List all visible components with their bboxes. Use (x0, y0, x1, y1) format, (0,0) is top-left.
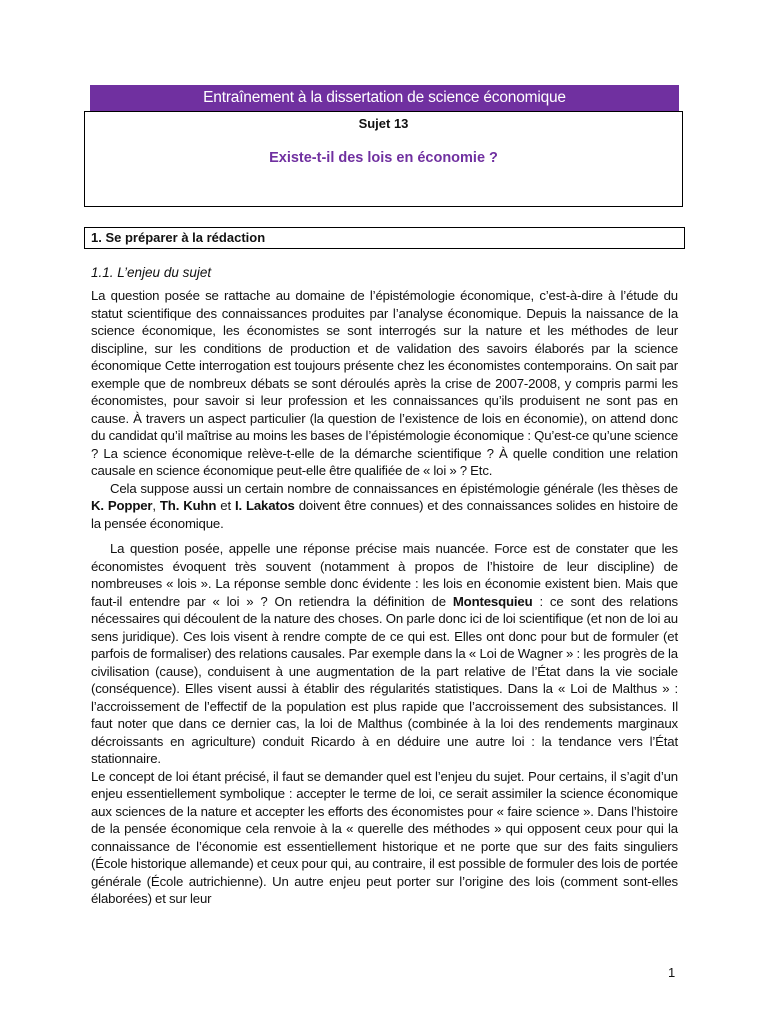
paragraph-2-text-a: Cela suppose aussi un certain nombre de connaissances en épistémologie générale (les thèses de (110, 480, 678, 496)
paragraph-2-sep-1: , (152, 498, 160, 513)
section-heading: 1. Se préparer à la rédaction (84, 227, 685, 249)
author-name-kuhn: Th. Kuhn (159, 498, 217, 513)
paragraph-2 (91, 480, 678, 533)
paragraph-2-text-b: doivent être connues) et des connaissances solides en histoire de la pensée économique. (91, 498, 678, 531)
subject-question: Existe-t-il des lois en économie ? (269, 150, 498, 166)
author-name-lakatos: I. Lakatos (234, 498, 295, 513)
paragraph-3-text-a: La question posée, appelle une réponse précise mais nuancée. Force est de constater que les économistes évoquent très souvent (notamment à propos de l’histoire de leur discipline) de nombreuses « lois ». La réponse semble donc évidente : les lois en économie existent bien. Mais que faut-il entendre par « loi » ? On retiendra la définition de (91, 541, 678, 609)
subject-box (84, 111, 683, 207)
subsection-heading: 1.1. L’enjeu du sujet (91, 265, 212, 280)
paragraph-4: Le concept de loi étant précisé, il faut se demander quel est l’enjeu du sujet. Pour certains, il s’agit d’un enjeu essentiellement symbolique : accepter le terme de loi, ce serait assimiler la science économique aux sciences de la nature et accepter les efforts des économistes pour « faire science ». Dans l’histoire de la pensée économique cela renvoie à la « querelle des méthodes » qui opposent ceux pour qui la connaissance de l’économie est essentiellement historique et ne porte que sur des faits singuliers (École historique allemande) et ceux pour qui, au contraire, il est possible de formuler des lois de portée générale (École autrichienne). Un autre enjeu peut porter sur l’origine des lois (comment sont-elles élaborées) et sur leur (91, 768, 678, 906)
paragraph-3-text-b: : ce sont des relations nécessaires qui découlent de la nature des choses. On parle donc ici de loi scientifique (et non de loi au sens juridique). Ces lois visent à rendre compte de ce qui est. Elles ont donc pour but de formuler (et parfois de formaliser) des relations causales. Par exemple dans la « Loi de Wagner » : les progrès de la civilisation (cause), conduisent à une augmentation de la part relative de l’État dans la vie sociale (conséquence). Elles visent aussi à établir des régularités statistiques. Dans la « Loi de Malthus » : l’accroissement de l’effectif de la population est plus rapide que l’accroissement des subsistances. Il faut noter que dans ce dernier cas, la loi de Malthus (combinée à la loi des rendements marginaux décroissants en agriculture) conduit Ricardo à en déduire une autre loi : la tendance vers l’État stationnaire. (91, 593, 678, 766)
author-name-montesquieu: Montesquieu (452, 593, 533, 609)
page-number: 1 (668, 965, 676, 980)
subject-number: Sujet 13 (358, 116, 409, 131)
document-banner-title: Entraînement à la dissertation de science économique (90, 85, 679, 111)
paragraph-3 (91, 540, 678, 768)
paragraph-1: La question posée se rattache au domaine de l’épistémologie économique, c’est-à-dire à l’étude du statut scientifique des connaissances produites par l’analyse économique. Depuis la naissance de la science économique, les économistes se sont interrogés sur la nature et les méthodes de leur discipline, sur les conditions de production et de validation des savoirs élaborés par la science économique Cette interrogation est toujours présente chez les économistes contemporains. On sait par exemple que de nombreux débats se sont déroulés après la crise de 2007-2008, y compris parmi les économistes, pour savoir si leur profession et les connaissances qu’ils produisent ne sont pas en cause. À travers un aspect particulier (la question de l’existence de lois en économie), on attend donc du candidat qu’il maîtrise au moins les bases de l’épistémologie économique : Qu’est-ce qu’une science ? La science économique relève-t-elle de la démarche scientifique ? À quelle condition une relation causale en science économique peut-elle être qualifiée de « loi » ? Etc. (91, 288, 678, 478)
paragraph-2-sep-2: et (216, 498, 235, 513)
author-name-popper: K. Popper (91, 498, 153, 513)
body-text (91, 287, 678, 908)
